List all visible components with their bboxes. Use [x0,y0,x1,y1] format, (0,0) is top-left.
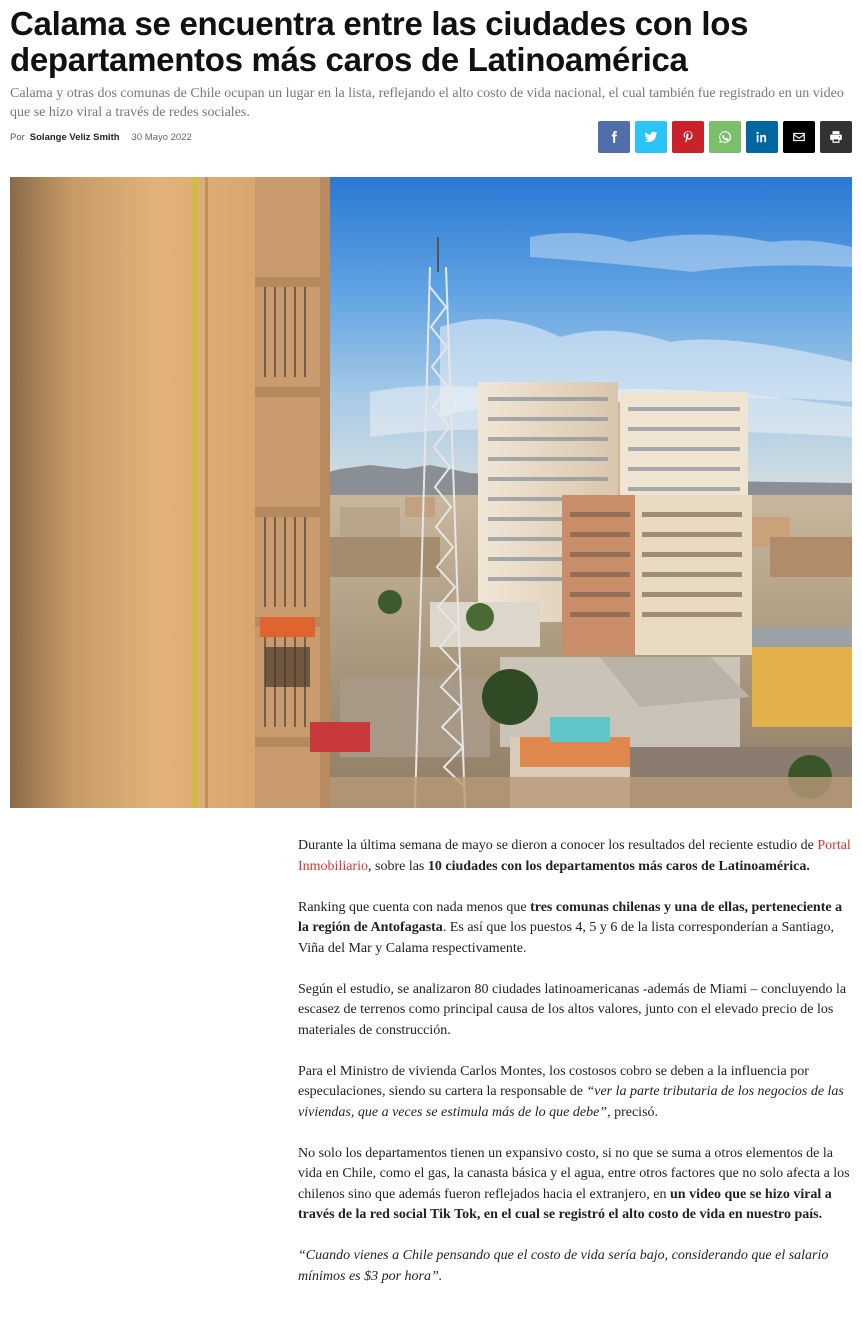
paragraph-1-bold: 10 ciudades con los departamentos más caros de Latinoamérica. [427,858,810,874]
envelope-icon [792,130,806,144]
share-email-button[interactable] [783,121,815,153]
linkedin-icon [755,130,769,144]
hero-image [10,177,852,808]
share-facebook-button[interactable] [598,121,630,153]
share-buttons [598,121,852,153]
paragraph-1 [298,836,852,877]
paragraph-4-text-2: precisó. [610,1104,659,1120]
article-subtitle: Calama y otras dos comunas de Chile ocupan un lugar en la lista, reflejando el alto costo de vida nacional, el cual también fue registrado en un video que se hizo viral a través de redes sociales. [10,86,844,120]
paragraph-1-text: Durante la última semana de mayo se dieron a conocer los resultados del reciente estudio de [298,838,818,853]
share-twitter-button[interactable] [635,121,667,153]
twitter-icon [644,130,658,144]
portal-inmobiliario-link[interactable]: Portal Inmobiliario [298,838,851,874]
paragraph-5-text: No solo los departamentos tienen un expansivo costo, si no que se suma a otros elementos de la vida en Chile, como el gas, la canasta básica y el agua, entre otros factores que no solo afecta a los chilenos sino que además fueron reflejados hacia el extranjero, en [298,1145,850,1202]
printer-icon [829,130,843,144]
paragraph-6-quote: “Cuando vienes a Chile pensando que el costo de vida sería bajo, considerando que el salario mínimos es $3 por hora”. [298,1248,829,1284]
publish-date: 30 Mayo 2022 [131,131,192,143]
paragraph-2-text-2: . Es así que los puestos 4, 5 y 6 de la lista corresponderían a Santiago, Viña del Mar y Calama respectivamente. [298,920,834,956]
print-button[interactable] [820,121,852,153]
paragraph-5-bold: un video que se hizo viral a través de la red social Tik Tok, en el cual se registró el alto costo de vida en nuestro país. [298,1186,832,1222]
article-title: Calama se encuentra entre las ciudades con los departamentos más caros de Latinoamérica [10,5,749,78]
paragraph-2 [298,898,852,960]
share-pinterest-button[interactable] [672,121,704,153]
facebook-icon [607,130,621,144]
paragraph-4-quote: “ver la parte tributaria de los negocios de las viviendas, que a veces se estimula más de lo que debe”, [298,1084,844,1120]
article-body [298,836,852,1308]
paragraph-5 [298,1144,852,1226]
share-linkedin-button[interactable] [746,121,778,153]
whatsapp-icon [718,130,732,144]
paragraph-3: Según el estudio, se analizaron 80 ciudades latinoamericanas -además de Miami – concluyendo la escasez de terrenos como principal causa de los altos valores, junto con el elevado precio de los materiales de construcción. [298,981,847,1038]
article-meta [10,130,192,144]
paragraph-6 [298,1246,852,1287]
paragraph-4 [298,1062,852,1124]
author-link[interactable]: Solange Veliz Smith [29,131,120,143]
paragraph-4-text: Para el Ministro de vivienda Carlos Montes, los costosos cobro se deben a la influencia por especulaciones, siendo su cartera la responsable de [298,1063,809,1099]
paragraph-1-text-2: , sobre las [368,858,428,874]
byline-prefix: Por [10,131,25,143]
calama-cityscape-photo [10,177,852,808]
pinterest-icon [681,130,695,144]
share-whatsapp-button[interactable] [709,121,741,153]
paragraph-2-bold: tres comunas chilenas y una de ellas, perteneciente a la región de Antofagasta [298,899,843,935]
paragraph-2-text: Ranking que cuenta con nada menos que [298,899,531,915]
